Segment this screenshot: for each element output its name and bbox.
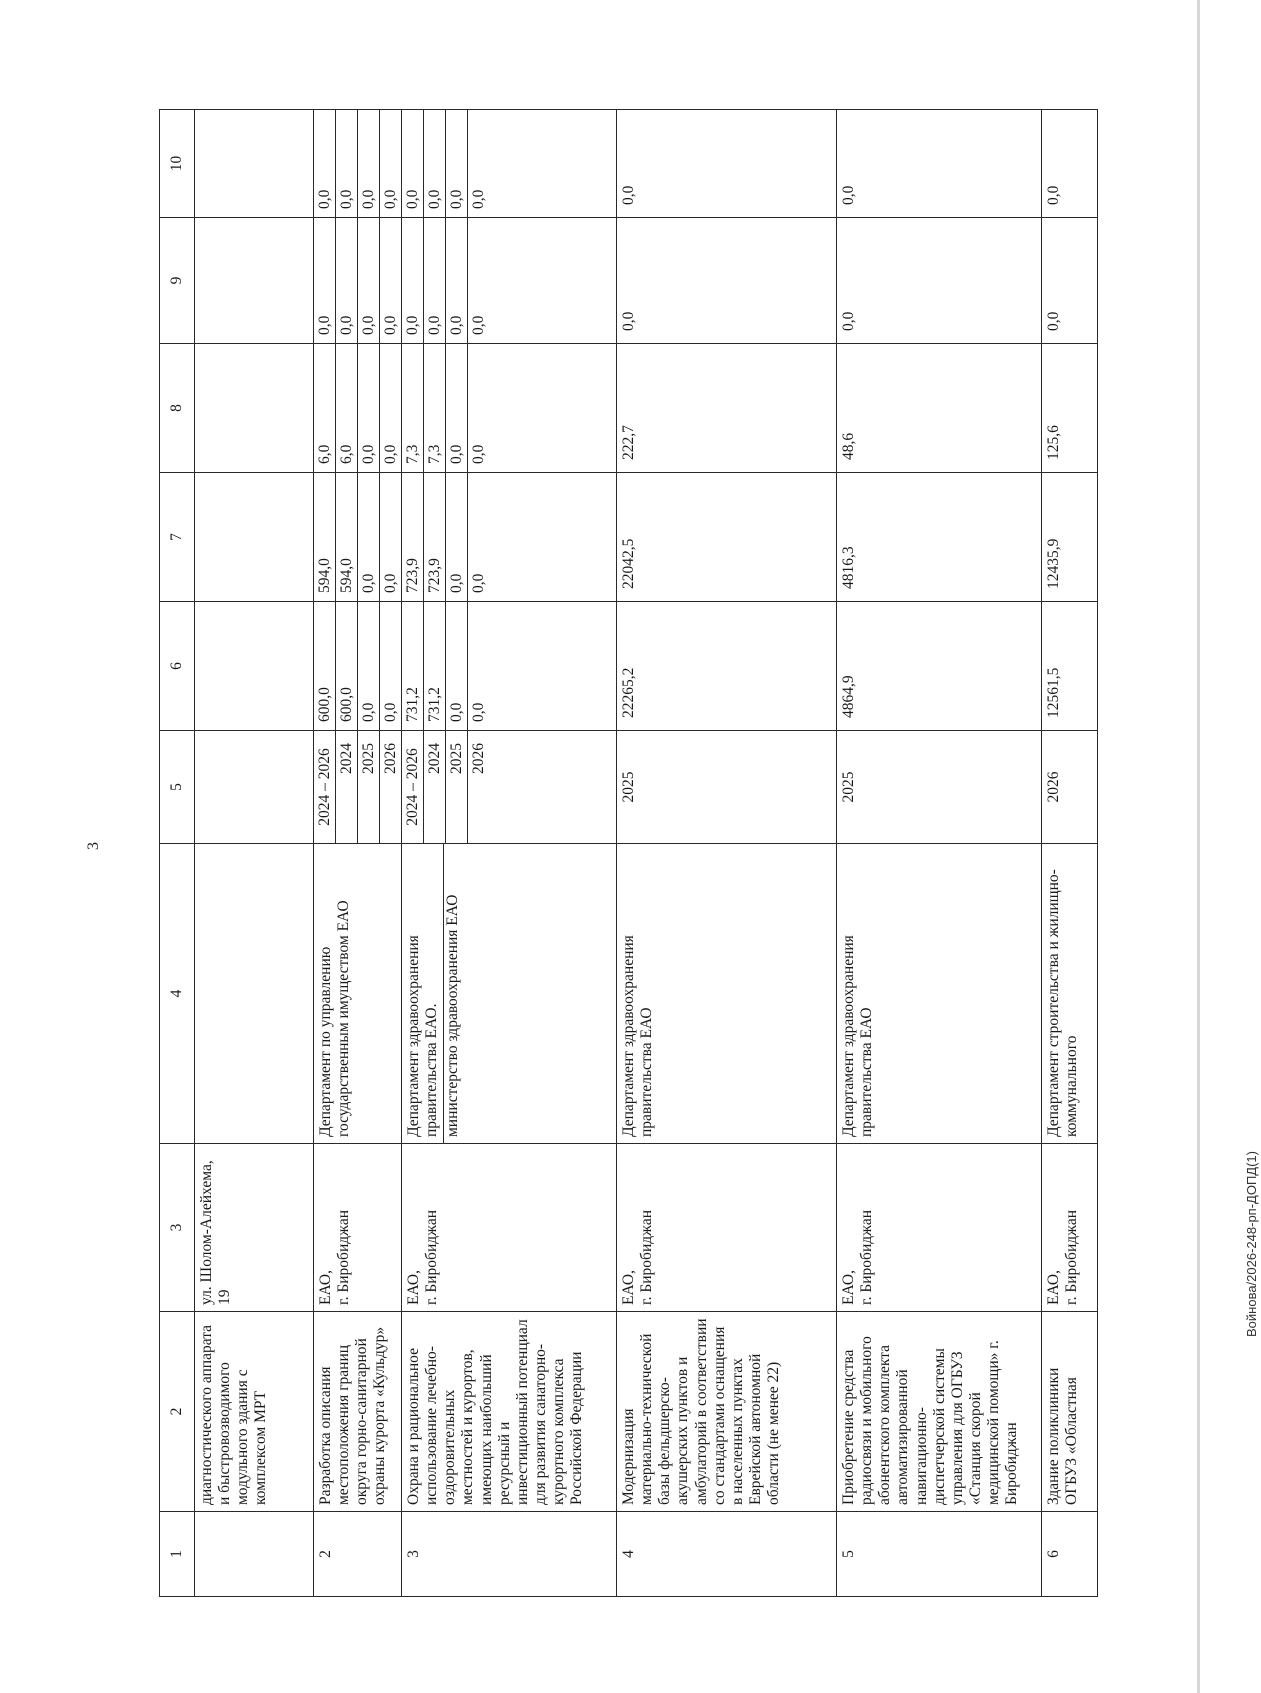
- amount-other: [195, 110, 314, 218]
- row-number: 5: [837, 1512, 1042, 1597]
- amount-total-cell: [402, 602, 617, 731]
- amount-total: 4864,9: [837, 602, 1042, 731]
- amount-value: 0,0: [470, 573, 487, 593]
- amount-other-cell: [402, 110, 617, 218]
- amount-value: 0,0: [336, 110, 358, 217]
- measure-name: Здание поликлиники ОГБУЗ «Областная: [1042, 1312, 1098, 1512]
- amount-value: 0,0: [382, 573, 399, 593]
- executor: [195, 844, 314, 1144]
- amount-value: 0,0: [314, 110, 336, 217]
- column-number: 2: [160, 1312, 195, 1512]
- table-row: [617, 110, 837, 1597]
- column-number: 6: [160, 602, 195, 731]
- executor: [402, 844, 617, 1144]
- period: 2025: [617, 731, 837, 844]
- amount-local: [195, 218, 314, 344]
- amount-value: 0,0: [358, 602, 380, 730]
- amount-value: 0,0: [446, 110, 468, 217]
- column-number: 1: [160, 1512, 195, 1597]
- row-number: 6: [1042, 1512, 1098, 1597]
- amount-value: 0,0: [358, 473, 380, 601]
- rotated-table-container: [159, 110, 1096, 1597]
- measure-name: Приобретение средства радиосвязи и мобильного абонентского комплекта автоматизированной навигационно-диспетчерской системы управления для ОГБУЗ «Станция скорой медицинской помощи» г. Биробиджан: [837, 1312, 1042, 1512]
- period: 2025: [837, 731, 1042, 844]
- executor-line: министерство здравоохранения ЕАО: [444, 894, 462, 1137]
- location: ЕАО, г. Биробиджан: [314, 1144, 402, 1312]
- executor: Департамент здравоохранения правительства ЕАО: [837, 844, 1042, 1144]
- table-row: [837, 110, 1042, 1597]
- amount-regional: 48,6: [837, 344, 1042, 473]
- amount-value: 0,0: [314, 218, 336, 343]
- amount-total-cell: [314, 602, 402, 731]
- amount-value: 600,0: [336, 602, 358, 730]
- amount-value: 0,0: [446, 344, 468, 472]
- amount-local-cell: [402, 218, 617, 344]
- column-number: 7: [160, 473, 195, 602]
- period-cell: [314, 731, 402, 844]
- row-number: 3: [402, 1512, 617, 1597]
- amount-value: 0,0: [470, 702, 487, 722]
- amount-local: 0,0: [837, 218, 1042, 344]
- amount-value: 0,0: [358, 110, 380, 217]
- measure-name: диагностического аппарата и быстровозводимого модульного здания с комплексом МРТ: [195, 1312, 314, 1512]
- amount-value: 6,0: [314, 344, 336, 472]
- amount-local: 0,0: [1042, 218, 1098, 344]
- location: ЕАО, г. Биробиджан: [837, 1144, 1042, 1312]
- period-year: 2026: [382, 743, 399, 774]
- column-number-row: [160, 110, 195, 1597]
- amount-total: [195, 602, 314, 731]
- page-number: 3: [85, 842, 102, 850]
- period-year: 2024: [424, 731, 446, 843]
- amount-value: 0,0: [446, 218, 468, 343]
- period-year: 2025: [446, 731, 468, 843]
- period-year: 2026: [470, 743, 487, 774]
- executor: Департамент здравоохранения правительства ЕАО: [617, 844, 837, 1144]
- row-number: [195, 1512, 314, 1597]
- amount-regional-cell: [314, 344, 402, 473]
- amount-value: 0,0: [424, 110, 446, 217]
- amount-federal: [195, 473, 314, 602]
- table-row: [402, 110, 617, 1597]
- amount-local-cell: [314, 218, 402, 344]
- amount-value: 600,0: [314, 602, 336, 730]
- row-number: 2: [314, 1512, 402, 1597]
- amount-federal-cell: [314, 473, 402, 602]
- amount-other-cell: [314, 110, 402, 218]
- table-row: [314, 110, 402, 1597]
- amount-value: 594,0: [314, 473, 336, 601]
- amount-value: 0,0: [470, 189, 487, 209]
- amount-value: 0,0: [446, 602, 468, 730]
- data-table: [159, 109, 1098, 1597]
- amount-regional: 125,6: [1042, 344, 1098, 473]
- amount-value: 0,0: [446, 473, 468, 601]
- amount-federal-cell: [402, 473, 617, 602]
- document-id-footer: Войнова/2026-248-рп-ДОПД(1): [1244, 1151, 1259, 1337]
- period-year: 2025: [358, 731, 380, 843]
- amount-regional: 222,7: [617, 344, 837, 473]
- amount-value: 0,0: [358, 344, 380, 472]
- amount-total: 22265,2: [617, 602, 837, 731]
- amount-total: 12561,5: [1042, 602, 1098, 731]
- amount-value: 731,2: [402, 602, 424, 730]
- amount-federal: 12435,9: [1042, 473, 1098, 602]
- amount-value: 6,0: [336, 344, 358, 472]
- amount-value: 594,0: [336, 473, 358, 601]
- executor: Департамент строительства и жилищно-коммунального: [1042, 844, 1098, 1144]
- amount-value: 0,0: [402, 218, 424, 343]
- amount-value: 7,3: [424, 344, 446, 472]
- amount-federal: 22042,5: [617, 473, 837, 602]
- amount-value: 723,9: [402, 473, 424, 601]
- period-year: 2024: [336, 731, 358, 843]
- column-number: 10: [160, 110, 195, 218]
- amount-local: 0,0: [617, 218, 837, 344]
- amount-value: 0,0: [382, 189, 399, 209]
- executor-line: Департамент здравоохранения правительства ЕАО.: [405, 844, 444, 1143]
- location: ЕАО, г. Биробиджан: [1042, 1144, 1098, 1312]
- amount-regional: [195, 344, 314, 473]
- amount-value: 0,0: [424, 218, 446, 343]
- location: ул. Шолом-Алейхема, 19: [195, 1144, 314, 1312]
- amount-regional-cell: [402, 344, 617, 473]
- period: 2026: [1042, 731, 1098, 844]
- period-total: 2024 – 2026: [402, 731, 424, 843]
- amount-value: 0,0: [358, 218, 380, 343]
- table-row: [195, 110, 314, 1597]
- period: [195, 731, 314, 844]
- row-number: 4: [617, 1512, 837, 1597]
- amount-other: 0,0: [1042, 110, 1098, 218]
- column-number: 3: [160, 1144, 195, 1312]
- location: ЕАО, г. Биробиджан: [617, 1144, 837, 1312]
- column-number: 5: [160, 731, 195, 844]
- column-number: 4: [160, 844, 195, 1144]
- measure-name: Охрана и рациональное использование лечебно-оздоровительных местностей и курортов, имеющих наибольший ресурсный и инвестиционный потенциал для развития санаторно-курортного комплекса Российской Федерации: [402, 1312, 617, 1512]
- location: ЕАО, г. Биробиджан: [402, 1144, 617, 1312]
- table-row: [1042, 110, 1098, 1597]
- amount-value: 0,0: [382, 444, 399, 464]
- column-number: 8: [160, 344, 195, 473]
- column-number: 9: [160, 218, 195, 344]
- amount-federal: 4816,3: [837, 473, 1042, 602]
- measure-name: Модернизация материально-технической базы фельдшерско-акушерских пунктов и амбулаторий в соответствии со стандартами оснащения в населенных пунктах Еврейской автономной области (не менее 22): [617, 1312, 837, 1512]
- amount-other: 0,0: [617, 110, 837, 218]
- scan-edge: [1197, 0, 1200, 1693]
- amount-value: 723,9: [424, 473, 446, 601]
- amount-other: 0,0: [837, 110, 1042, 218]
- amount-value: 0,0: [470, 444, 487, 464]
- period-total: 2024 – 2026: [314, 731, 336, 843]
- amount-value: 0,0: [402, 110, 424, 217]
- period-cell: [402, 731, 617, 844]
- amount-value: 731,2: [424, 602, 446, 730]
- amount-value: 0,0: [382, 315, 399, 335]
- amount-value: 0,0: [336, 218, 358, 343]
- amount-value: 7,3: [402, 344, 424, 472]
- executor: Департамент по управлению государственным имуществом ЕАО: [314, 844, 402, 1144]
- measure-name: Разработка описания местоположения границ округа горно-санитарной охраны курорта «Кульдур»: [314, 1312, 402, 1512]
- amount-value: 0,0: [470, 315, 487, 335]
- amount-value: 0,0: [382, 702, 399, 722]
